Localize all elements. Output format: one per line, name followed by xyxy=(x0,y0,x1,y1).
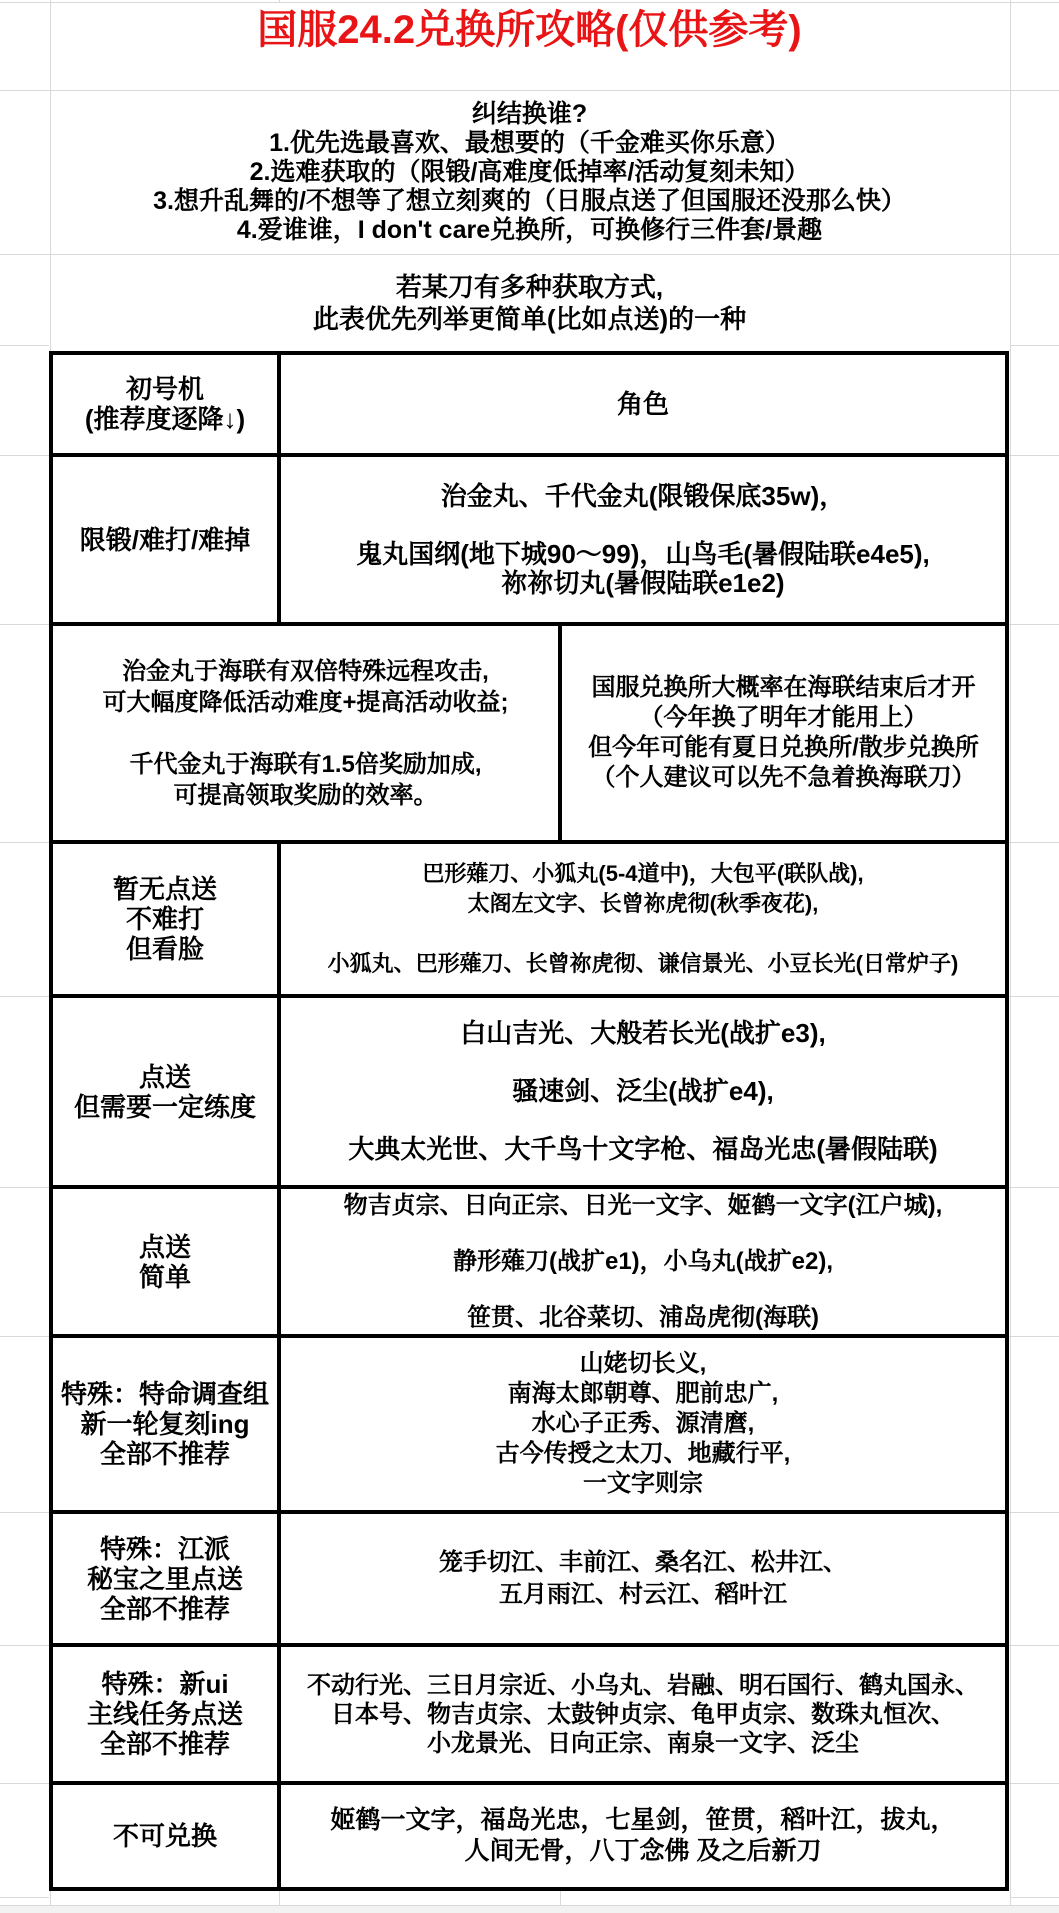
text-line: 简单 xyxy=(138,1261,191,1292)
text-line xyxy=(639,1048,646,1077)
row-content xyxy=(281,1647,1005,1781)
text-line: 暂无点送 xyxy=(112,874,217,904)
gridline-margin-right xyxy=(1009,624,1059,625)
row-label xyxy=(53,998,281,1185)
gridline-margin-left xyxy=(0,1336,49,1337)
text-line: 静形薙刀(战扩e1)，小乌丸(战扩e2), xyxy=(452,1247,834,1275)
sea-note-left-cell xyxy=(53,626,562,840)
page-title-cell xyxy=(50,2,1009,94)
text-line: 特殊：特命调查组 xyxy=(60,1379,269,1409)
row-label xyxy=(53,1338,281,1510)
gridline-margin-left xyxy=(0,1783,49,1784)
text-line: 白山吉光、大般若长光(战扩e3), xyxy=(460,1018,826,1048)
text-line: 点送 xyxy=(138,1061,191,1092)
bottom-row-band xyxy=(0,1906,1059,1913)
text-line: 4.爱谁谁，I don't care兑换所，可换修行三件套/景趣 xyxy=(236,215,823,244)
gridline-margin-left xyxy=(0,1897,49,1898)
text-line: 特殊：江派 xyxy=(99,1533,230,1564)
text-line: 此表优先列举更简单(比如点送)的一种 xyxy=(312,303,747,334)
table-row-not-exchangeable xyxy=(53,1785,1005,1887)
text-line: 太阁左文字、长曾祢虎彻(秋季夜花), xyxy=(467,891,819,916)
row-content xyxy=(281,1785,1005,1887)
text-line: 不可兑换 xyxy=(112,1821,217,1851)
gridline-margin-left xyxy=(0,455,49,456)
text-line: 物吉贞宗、日向正宗、日光一文字、姬鹤一文字(江户城), xyxy=(343,1191,943,1219)
gridline-margin-right xyxy=(1010,345,1059,346)
row-content xyxy=(281,998,1005,1185)
gridline-margin-left xyxy=(0,345,49,346)
text-line: 2.选难获取的（限锻/高难度低掉率/活动复刻未知） xyxy=(249,157,810,186)
table-header-row xyxy=(53,355,1005,457)
text-line: 点送 xyxy=(138,1231,191,1262)
text-line: 祢祢切丸(暑假陆联e1e2) xyxy=(501,567,785,598)
text-line: 3.想升乱舞的/不想等了想立刻爽的（日服点送了但国服还没那么快） xyxy=(153,186,906,215)
sea-note-right-cell xyxy=(562,626,1005,840)
gridline-margin-right xyxy=(1009,996,1059,997)
page-title: 国服24.2兑换所攻略(仅供参考) xyxy=(257,8,802,52)
gridline-margin-right xyxy=(1009,1512,1059,1513)
gridline-col-e xyxy=(1010,0,1011,1913)
text-line: 五月雨江、村云江、稻叶江 xyxy=(499,1580,787,1608)
text-line: 但今年可能有夏日兑换所/散步兑换所 xyxy=(588,734,979,761)
table-row-no-gift xyxy=(53,844,1005,998)
gridline-margin-right xyxy=(1009,1783,1059,1784)
table-row-limited-forge xyxy=(53,457,1005,626)
text-line: 但需要一定练度 xyxy=(73,1091,256,1122)
text-line: 全部不推荐 xyxy=(99,1439,230,1469)
gridline-col-b-bottom-stub xyxy=(279,1891,280,1905)
text-line: 治金丸于海联有双倍特殊远程攻击, xyxy=(122,657,489,685)
text-line: 古今传授之太刀、地藏行平, xyxy=(495,1440,791,1467)
row-content xyxy=(281,844,1005,994)
text-line: 山姥切长义, xyxy=(579,1350,707,1377)
gridline-margin-right xyxy=(1009,842,1059,843)
text-line: (推荐度逐降↓) xyxy=(84,404,246,434)
header-character-cell xyxy=(281,355,1005,453)
table-row-special-newui xyxy=(53,1647,1005,1785)
text-line: 大典太光世、大千鸟十文字枪、福岛光忠(暑假陆联) xyxy=(348,1134,938,1164)
text-line: 纠结换谁? xyxy=(471,99,588,128)
text-line: 可大幅度降低活动难度+提高活动收益; xyxy=(102,688,509,716)
table-row-sea-note xyxy=(53,626,1005,844)
header-category-cell xyxy=(53,355,281,453)
text-line: 主线任务点送 xyxy=(86,1699,243,1729)
text-line: 全部不推荐 xyxy=(99,1729,230,1759)
text-line: 千代金丸于海联有1.5倍奖励加成, xyxy=(129,750,482,778)
table-row-gift-training xyxy=(53,998,1005,1189)
text-line: 初号机 xyxy=(125,374,204,404)
gridline-margin-right xyxy=(1010,1897,1059,1898)
text-line: 姬鹤一文字，福岛光忠，七星剑，笹贯，稻叶江，拔丸， xyxy=(330,1806,956,1834)
table-row-gift-easy xyxy=(53,1189,1005,1338)
text-line: 若某刀有多种获取方式, xyxy=(395,271,664,302)
row-label xyxy=(53,1647,281,1781)
table-row-special-investigation xyxy=(53,1338,1005,1514)
text-line: 鬼丸国纲(地下城90～99)，山鸟毛(暑假陆联e4e5), xyxy=(356,538,930,569)
text-line: 日本号、物吉贞宗、太鼓钟贞宗、龟甲贞宗、数珠丸恒次、 xyxy=(331,1700,955,1728)
text-line: （个人建议可以先不急着换海联刀） xyxy=(591,764,976,791)
text-line xyxy=(640,919,646,949)
gridline-margin-left xyxy=(0,1645,49,1646)
text-line xyxy=(640,1220,647,1248)
text-line: 角色 xyxy=(616,389,669,419)
text-line: 可提高领取奖励的效率。 xyxy=(173,781,438,809)
row-content xyxy=(281,1514,1005,1643)
text-line: 水心子正秀、源清麿, xyxy=(531,1410,755,1437)
text-line: 但看脸 xyxy=(125,934,204,964)
gridline-margin-right xyxy=(1009,1336,1059,1337)
gridline-margin-left xyxy=(0,842,49,843)
text-line: 秘宝之里点送 xyxy=(86,1563,243,1594)
gridline-col-a-bottom-stub xyxy=(50,1891,51,1905)
gridline-margin-left xyxy=(0,1512,49,1513)
gridline-margin-right xyxy=(1009,1187,1059,1188)
text-line: 不难打 xyxy=(125,904,204,934)
text-line: 不动行光、三日月宗近、小乌丸、岩融、明石国行、鹤丸国永、 xyxy=(307,1671,979,1699)
row-content xyxy=(281,1338,1005,1510)
text-line xyxy=(302,718,309,749)
gridline-margin-left xyxy=(0,996,49,997)
text-line: 一文字则宗 xyxy=(583,1470,703,1497)
text-line: 小狐丸、巴形薙刀、长曾祢虎彻、谦信景光、小豆长光(日常炉子) xyxy=(327,951,959,976)
text-line: 笼手切江、丰前江、桑名江、松井江、 xyxy=(439,1548,847,1576)
row-label xyxy=(53,1514,281,1643)
text-line: 治金丸、千代金丸(限锻保底35w)， xyxy=(440,480,846,511)
text-line: 国服兑换所大概率在海联结束后才开 xyxy=(591,674,976,701)
gridline-margin-right xyxy=(1009,455,1059,456)
gridline-margin-left xyxy=(0,624,49,625)
text-line xyxy=(639,1106,646,1135)
text-line: 笹贯、北谷菜切、浦岛虎彻(海联) xyxy=(467,1303,819,1331)
text-line: 骚速剑、泛尘(战扩e4), xyxy=(512,1076,774,1106)
text-line xyxy=(639,511,646,540)
text-line: 特殊：新ui xyxy=(101,1669,229,1699)
gridline-margin-right xyxy=(1009,1645,1059,1646)
exchange-guide-table xyxy=(49,351,1009,1891)
table-row-special-jiang xyxy=(53,1514,1005,1647)
text-line: 新一轮复刻ing xyxy=(80,1409,250,1439)
text-line: 小龙景光、日向正宗、南泉一文字、泛尘 xyxy=(427,1729,859,1757)
row-content xyxy=(281,1189,1005,1334)
text-line: （今年换了明年才能用上） xyxy=(639,704,928,731)
gridline-margin-left xyxy=(0,1187,49,1188)
row-label xyxy=(53,1785,281,1887)
row-content xyxy=(281,457,1005,622)
row-label xyxy=(53,844,281,994)
text-line: 1.优先选最喜欢、最想要的（千金难买你乐意） xyxy=(269,128,790,157)
intro-note-cell xyxy=(50,90,1009,254)
text-line xyxy=(640,1276,647,1304)
text-line: 全部不推荐 xyxy=(99,1593,230,1624)
row-label xyxy=(53,1189,281,1334)
gridline-col-c-bottom-stub xyxy=(560,1891,561,1905)
preface-note-cell xyxy=(50,254,1009,351)
text-line: 巴形薙刀、小狐丸(5-4道中)，大包平(联队战), xyxy=(422,861,864,886)
row-label xyxy=(53,457,281,622)
text-line: 人间无骨，八丁念佛 及之后新刀 xyxy=(464,1837,822,1865)
text-line: 南海太郎朝尊、肥前忠广, xyxy=(507,1380,779,1407)
text-line: 限锻/难打/难掉 xyxy=(79,524,251,555)
